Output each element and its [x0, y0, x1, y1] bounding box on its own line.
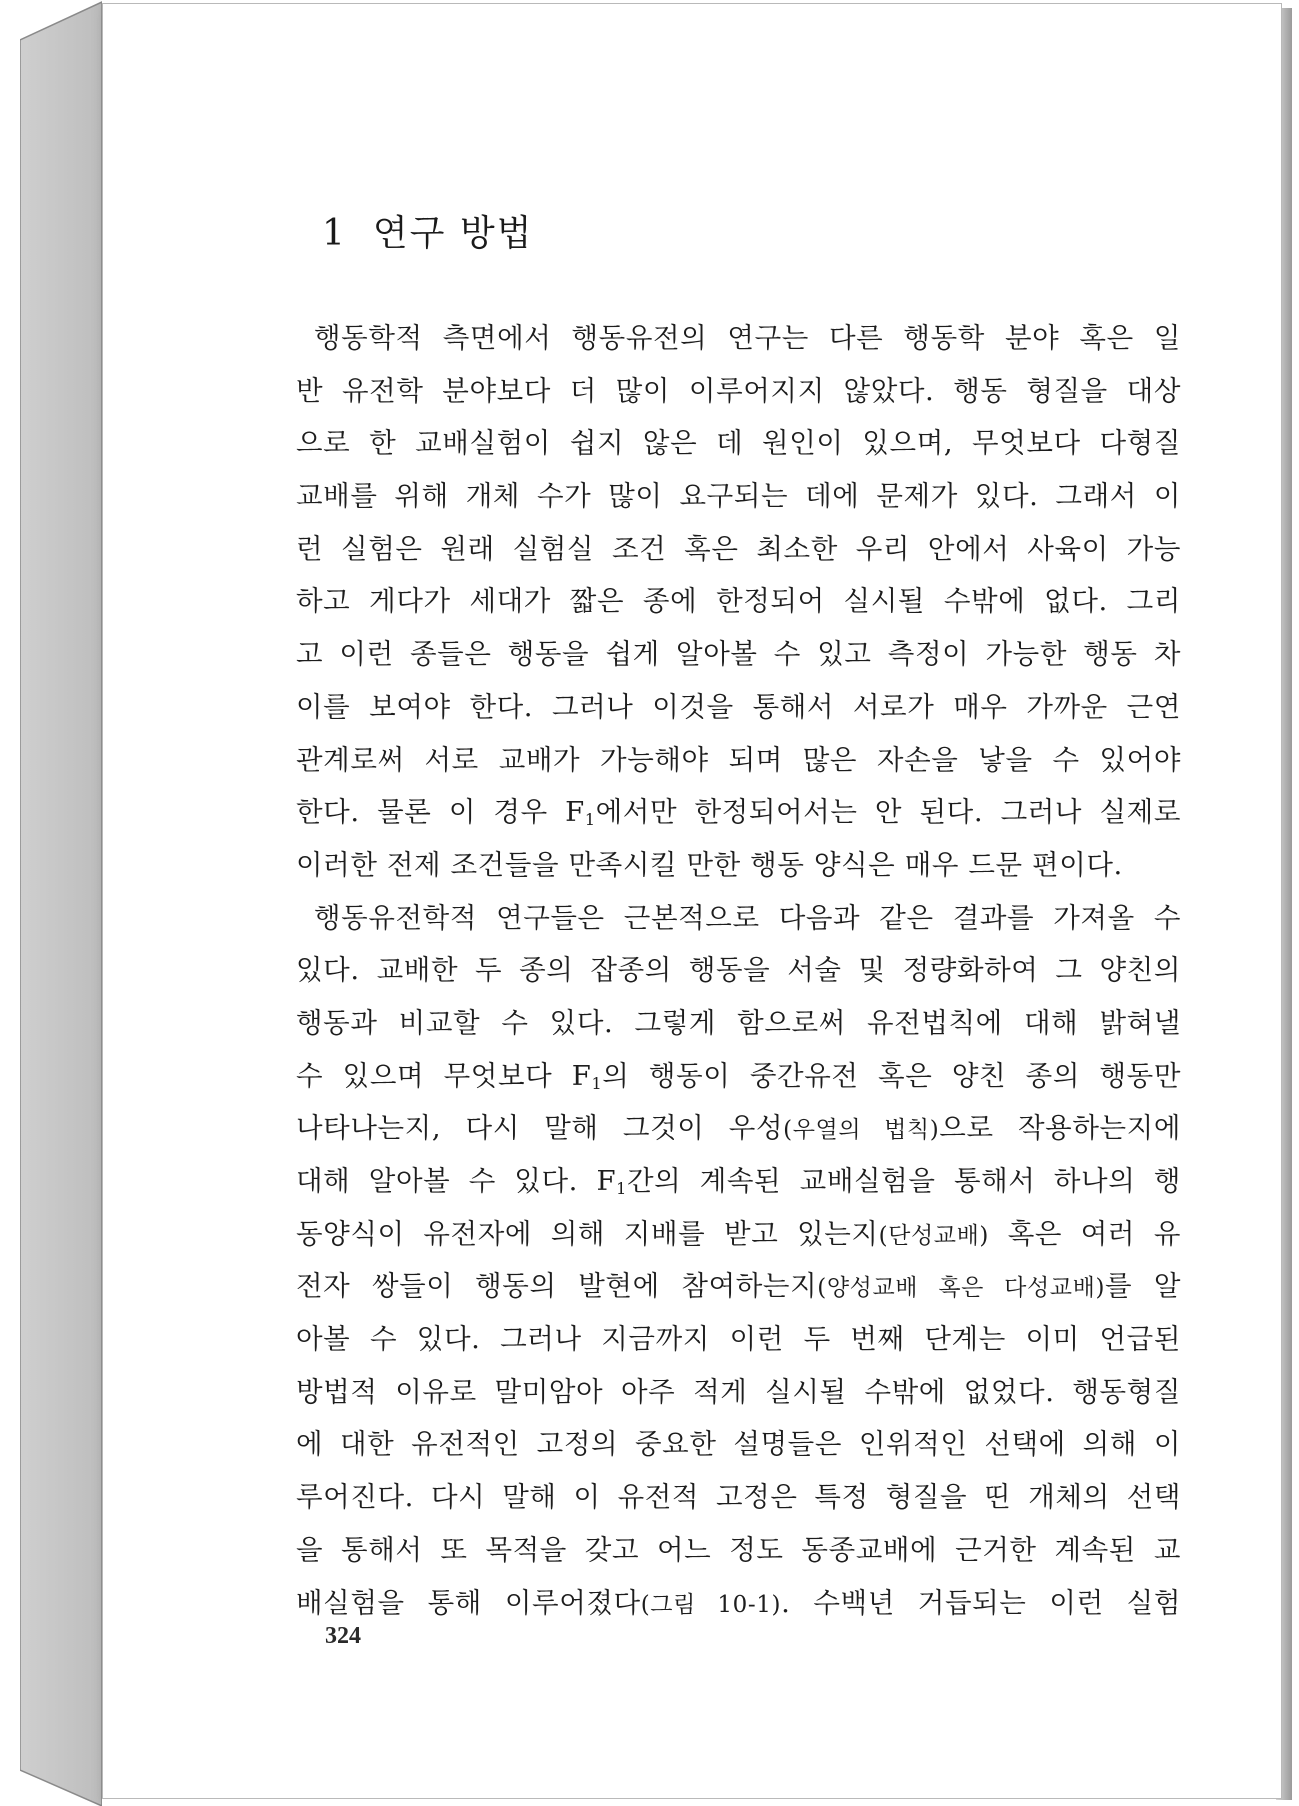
text-line: 고 이런 종들은 행동을 쉽게 알아볼 수 있고 측정이 가능한 행동 차 [296, 638, 1181, 671]
text-line [296, 786, 1181, 839]
text-line: 아볼 수 있다. 그러나 지금까지 이런 두 번째 단계는 이미 언급된 [296, 1323, 1181, 1356]
text-line: 방법적 이유로 말미암아 아주 적게 실시될 수밖에 없었다. 행동형질 [296, 1375, 1181, 1408]
text-segment: 나타나는지, 다시 말해 그것이 우성 [296, 1112, 784, 1145]
section-title: 연구 방법 [372, 213, 534, 254]
section-number: 1 [322, 213, 347, 254]
page-number: 324 [325, 1623, 361, 1649]
text-segment: 으로 작용하는지에 [939, 1112, 1181, 1145]
text-segment: (양성교배 혹은 다성교배) [817, 1275, 1106, 1302]
text-line [296, 1208, 1181, 1261]
text-line: 이를 보여야 한다. 그러나 이것을 통해서 서로가 매우 가까운 근연 [296, 690, 1181, 723]
text-line: 있다. 교배한 두 종의 잡종의 행동을 서술 및 정량화하여 그 양친의 [296, 954, 1181, 987]
text-segment: 전자 쌍들이 행동의 발현에 참여하는지 [296, 1270, 818, 1303]
body-text [296, 312, 1181, 1629]
text-line: 행동유전학적 연구들은 근본적으로 다음과 같은 결과를 가져올 수 [314, 901, 1181, 934]
section-heading [322, 205, 533, 256]
text-line: 이러한 전제 조건들을 만족시킬 만한 행동 양식은 매우 드문 편이다. [296, 848, 1123, 881]
subscript: 1 [584, 810, 596, 830]
text-segment: 한다. 물론 이 경우 F [296, 796, 585, 829]
text-line [296, 1102, 1181, 1155]
subscript: 1 [616, 1179, 627, 1198]
text-line: 런 실험은 원래 실험실 조건 혹은 최소한 우리 안에서 사육이 가능 [296, 532, 1181, 565]
subscript: 1 [591, 1073, 603, 1093]
text-segment: . 수백년 거듭되는 이런 실험 [781, 1586, 1182, 1619]
text-segment: 간의 계속된 교배실험을 통해서 하나의 행 [626, 1165, 1181, 1197]
text-segment: 의 행동이 중간유전 혹은 양친 종의 행동만 [602, 1059, 1181, 1092]
text-line: 반 유전학 분야보다 더 많이 이루어지지 않았다. 행동 형질을 대상 [296, 374, 1181, 407]
text-line: 하고 게다가 세대가 짧은 종에 한정되어 실시될 수밖에 없다. 그리 [296, 585, 1181, 618]
text-segment: 배실험을 통해 이루어졌다 [296, 1586, 641, 1619]
text-segment: 동양식이 유전자에 의해 지배를 받고 있는지 [296, 1217, 879, 1250]
book-spine [20, 0, 102, 1806]
text-line: 행동과 비교할 수 있다. 그렇게 함으로써 유전법칙에 대해 밝혀낼 [296, 1006, 1181, 1039]
text-line [296, 1577, 1181, 1630]
text-line: 에 대한 유전적인 고정의 중요한 설명들은 인위적인 선택에 의해 이 [296, 1428, 1181, 1461]
text-line: 교배를 위해 개체 수가 많이 요구되는 데에 문제가 있다. 그래서 이 [296, 480, 1181, 513]
text-line: 을 통해서 또 목적을 갖고 어느 정도 동종교배에 근거한 계속된 교 [296, 1533, 1181, 1566]
text-line: 루어진다. 다시 말해 이 유전적 고정은 특정 형질을 띤 개체의 선택 [296, 1481, 1181, 1514]
text-segment: 대해 알아볼 수 있다. F [296, 1165, 617, 1197]
text-line: 관계로써 서로 교배가 가능해야 되며 많은 자손을 낳을 수 있어야 [296, 743, 1181, 776]
text-line: 으로 한 교배실험이 쉽지 않은 데 원인이 있으며, 무엇보다 다형질 [296, 427, 1181, 460]
text-segment: 혹은 여러 유 [989, 1217, 1181, 1250]
text-segment: (우열의 법칙) [783, 1117, 940, 1144]
text-segment: (단성교배) [878, 1222, 989, 1249]
text-line: 행동학적 측면에서 행동유전의 연구는 다른 행동학 분야 혹은 일 [314, 322, 1181, 354]
text-line [296, 1155, 1181, 1208]
text-line [296, 1050, 1181, 1103]
text-segment: 수 있으며 무엇보다 F [296, 1059, 592, 1092]
text-segment: 를 알 [1105, 1270, 1181, 1303]
text-segment: (그림 10-1) [640, 1591, 782, 1618]
text-segment: 에서만 한정되어서는 안 된다. 그러나 실제로 [595, 796, 1181, 829]
text-line [296, 1260, 1181, 1313]
